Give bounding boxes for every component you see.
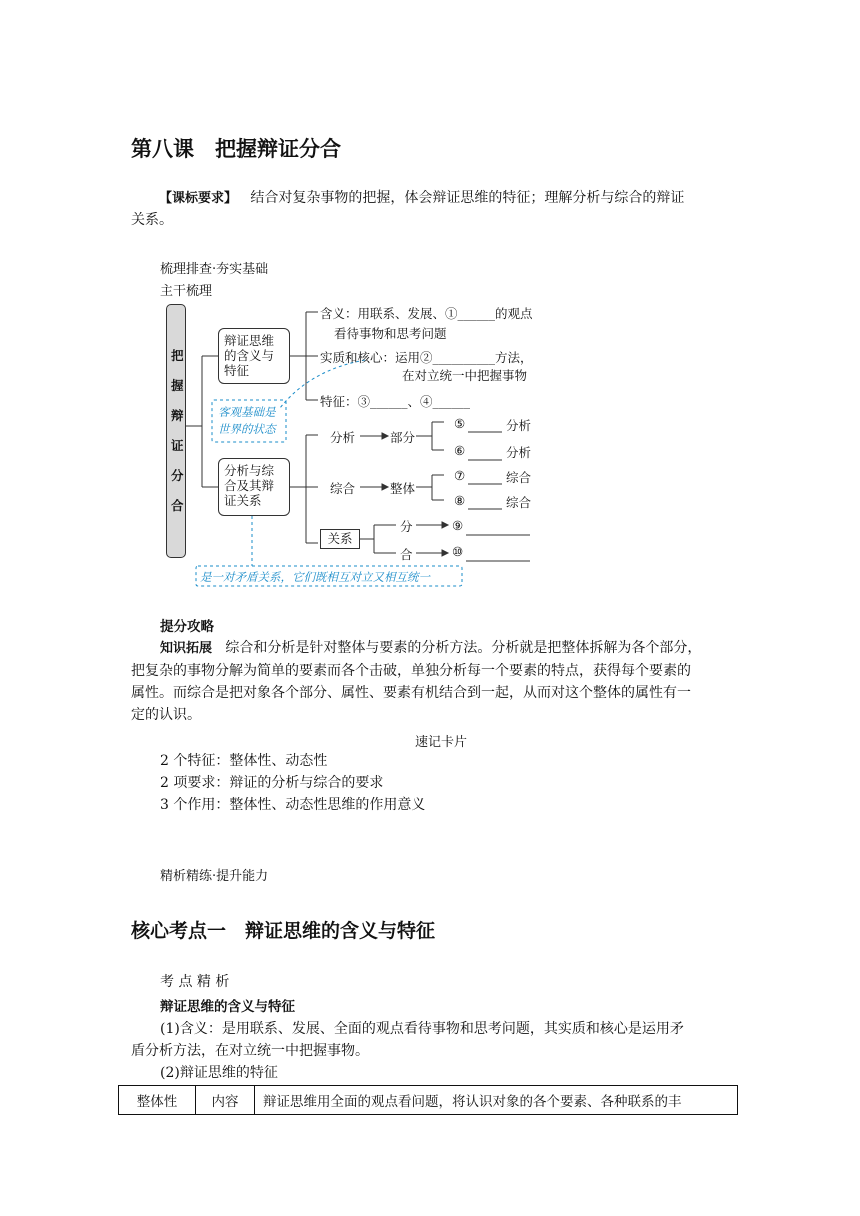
synthesis-type-7: 综合 — [506, 470, 532, 485]
table-cell-content: 辩证思维用全面的观点看问题，将认识对象的各个要素、各种联系的丰 — [255, 1086, 738, 1115]
paragraph-3: (2)辩证思维的特征 — [160, 1065, 278, 1081]
card-item-2: 2 项要求：辩证的分析与综合的要求 — [160, 775, 384, 791]
feature-line: 特征：③______、④______ — [320, 394, 471, 409]
section-practice: 精析精练·提升能力 — [160, 869, 269, 884]
meaning-line-1: 含义：用联系、发展、①______的观点 — [320, 306, 533, 321]
meaning-line-2: 看待事物和思考问题 — [334, 326, 447, 341]
tips-paragraph — [131, 637, 741, 726]
synthesis-label: 综合 — [330, 481, 356, 496]
blank-5: ⑤ — [454, 416, 466, 431]
node1-line-2: 的含义与 — [224, 348, 275, 363]
relation-box: 关系 — [320, 529, 360, 549]
blank-10: ⑩ — [452, 544, 464, 559]
analysis-head: 考 点 精 析 — [160, 974, 230, 990]
node-dialectical-thinking — [218, 328, 290, 384]
features-table — [118, 1085, 738, 1115]
tips-line-4: 定的认识。 — [131, 707, 201, 723]
node-analysis-synthesis — [218, 458, 290, 516]
analysis-type-6: 分析 — [506, 445, 532, 460]
card-title: 速记卡片 — [415, 735, 468, 750]
handwritten-note-2: 是一对矛盾关系，它们既相互对立又相互统一 — [200, 570, 430, 584]
core-title: 核心考点一 辩证思维的含义与特征 — [131, 920, 436, 942]
section-review: 梳理排查·夯实基础 — [160, 262, 269, 277]
node1-line-3: 特征 — [224, 363, 250, 378]
table-cell-feature: 整体性 — [119, 1086, 196, 1115]
node2-line-3: 证关系 — [224, 493, 262, 508]
lesson-title: 第八课 把握辩证分合 — [131, 137, 341, 161]
card-item-3: 3 个作用：整体性、动态性思维的作用意义 — [160, 797, 426, 813]
node2-line-1: 分析与综 — [224, 463, 275, 478]
blank-6: ⑥ — [454, 443, 466, 458]
part-label: 部分 — [390, 430, 416, 445]
he-label: 合 — [400, 547, 413, 562]
synthesis-type-8: 综合 — [506, 495, 532, 510]
content-paragraphs — [131, 1018, 741, 1084]
handwritten-note-1 — [218, 404, 276, 438]
table-row — [119, 1086, 738, 1115]
main-review: 主干梳理 — [160, 284, 213, 299]
essence-line-2: 在对立统一中把握事物 — [402, 368, 528, 383]
tips-label: 知识拓展 — [160, 641, 213, 656]
whole-label: 整体 — [390, 481, 416, 496]
tips-line-1: 综合和分析是针对整体与要素的分析方法。分析就是把整体拆解为各个部分， — [225, 640, 702, 656]
root-char: 握 — [171, 378, 184, 393]
table-cell-type: 内容 — [196, 1086, 255, 1115]
tips-line-3: 属性。而综合是把对象各个部分、属性、要素有机结合到一起，从而对这个整体的属性有一 — [131, 685, 691, 701]
fen-label: 分 — [400, 519, 413, 534]
blank-8: ⑧ — [454, 493, 466, 508]
card-items — [160, 750, 425, 816]
standard-label: 【课标要求】 — [159, 191, 238, 206]
root-char: 把 — [171, 348, 184, 363]
root-char: 分 — [171, 468, 184, 483]
note1-line-1: 客观基础是 — [218, 405, 276, 419]
paragraph-2: 盾分析方法，在对立统一中把握事物。 — [131, 1043, 369, 1059]
card-item-1: 2 个特征：整体性、动态性 — [160, 753, 328, 769]
paragraph-1: (1)含义：是用联系、发展、全面的观点看待事物和思考问题，其实质和核心是运用矛 — [160, 1021, 684, 1037]
tips-title: 提分攻略 — [160, 619, 214, 635]
essence-line-1: 实质和核心：运用②__________方法， — [320, 350, 533, 365]
blank-7: ⑦ — [454, 468, 466, 483]
tips-line-2: 把复杂的事物分解为简单的要素而各个击破，单独分析每一个要素的特点，获得每个要素的 — [131, 663, 691, 679]
root-char: 辩 — [171, 408, 184, 423]
node2-line-2: 合及其辩 — [224, 478, 275, 493]
standard-block — [159, 187, 749, 210]
sub-title: 辩证思维的含义与特征 — [160, 999, 295, 1015]
standard-text: 结合对复杂事物的把握，体会辩证思维的特征；理解分析与综合的辩证 — [250, 190, 685, 206]
mindmap — [160, 300, 580, 592]
analysis-label: 分析 — [330, 430, 356, 445]
node1-line-1: 辩证思维 — [224, 333, 275, 348]
blank-9: ⑨ — [452, 518, 464, 533]
analysis-type-5: 分析 — [506, 418, 532, 433]
root-char: 证 — [171, 438, 184, 453]
note1-line-2: 世界的状态 — [218, 422, 276, 436]
root-chars — [171, 341, 184, 521]
root-char: 合 — [171, 498, 184, 513]
mindmap-root — [166, 304, 186, 558]
standard-text-cont: 关系。 — [131, 212, 173, 228]
